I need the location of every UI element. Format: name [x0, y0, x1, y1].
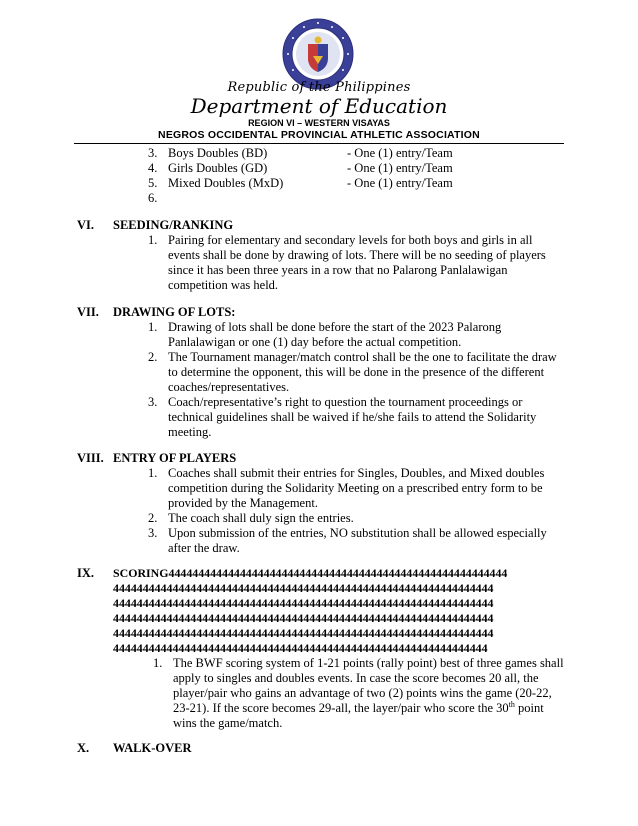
list-item-text: to determine the opponent, this will be done in the presence of the different: [168, 365, 545, 379]
section-title-line: 4444444444444444444444444444444444444444444444444444444444444444: [113, 611, 494, 625]
event-num: 6.: [148, 191, 158, 205]
list-item-number: 1.: [153, 656, 163, 670]
section-number: VI.: [77, 218, 95, 232]
header-divider: [74, 143, 564, 144]
list-item-text: technical guidelines shall be waived if he/she fails to attend the Solidarity: [168, 410, 537, 424]
list-item-text: events shall be done by drawing of lots. There will be no seeding of players: [168, 248, 546, 262]
list-item-text: since it has been three years in a row that no Palarong Panlalawigan: [168, 263, 508, 277]
list-item-text: The BWF scoring system of 1-21 points (rally point) best of three games shall: [173, 656, 564, 670]
list-item-text: provided by the Management.: [168, 496, 318, 510]
list-item-text: Pairing for elementary and secondary levels for both boys and girls in all: [168, 233, 533, 247]
list-item-text: Coaches shall submit their entries for Singles, Doubles, and Mixed doubles: [168, 466, 545, 480]
section-title-line: 4444444444444444444444444444444444444444444444444444444444444444: [113, 626, 494, 640]
event-entry: - One (1) entry/Team: [347, 176, 453, 190]
event-name: Girls Doubles (GD): [168, 161, 268, 175]
list-item-number: 3.: [148, 395, 158, 409]
section-title: WALK-OVER: [113, 741, 192, 755]
section-number: VIII.: [77, 451, 104, 465]
list-item-text: The Tournament manager/match control shall be the one to facilitate the draw: [168, 350, 557, 364]
section-title: SEEDING/RANKING: [113, 218, 234, 232]
event-name: Mixed Doubles (MxD): [168, 176, 284, 190]
event-entry: - One (1) entry/Team: [347, 161, 453, 175]
list-item-text: competition was held.: [168, 278, 279, 292]
event-num: 4.: [148, 161, 158, 175]
list-item-text: The coach shall duly sign the entries.: [168, 511, 354, 525]
list-item-number: 1.: [148, 466, 158, 480]
list-item-number: 2.: [148, 511, 158, 525]
list-item-text: after the draw.: [168, 541, 240, 555]
section-title: ENTRY OF PLAYERS: [113, 451, 237, 465]
event-name: Boys Doubles (BD): [168, 146, 268, 160]
event-entry: - One (1) entry/Team: [347, 146, 453, 160]
list-item-text: Drawing of lots shall be done before the start of the 2023 Palarong: [168, 320, 502, 334]
list-item-text: Upon submission of the entries, NO substitution shall be allowed especially: [168, 526, 547, 540]
list-item-text: apply to singles and doubles events. In case the score becomes 20 all, the: [173, 671, 539, 685]
section-number: X.: [77, 741, 90, 755]
list-item-text: point: [514, 701, 544, 715]
list-item-text: Panlalawigan or one (1) day before the actual competition.: [168, 335, 462, 349]
list-item-number: 1.: [148, 233, 158, 247]
region-heading: REGION VI – WESTERN VISAYAS: [248, 118, 390, 128]
section-title: DRAWING OF LOTS:: [113, 305, 236, 319]
list-item-text: meeting.: [168, 425, 212, 439]
section-title: SCORING444444444444444444444444444444444444444444444444444444444: [113, 566, 508, 580]
list-item-number: 1.: [148, 320, 158, 334]
list-item-text: coaches/representatives.: [168, 380, 290, 394]
event-num: 3.: [148, 146, 158, 160]
list-item-text-line: [173, 701, 544, 716]
list-item-text: wins the game/match.: [173, 716, 283, 730]
list-item-text: Coach/representative’s right to question the tournament proceedings or: [168, 395, 523, 409]
list-item-text: competition during the Solidarity Meeting on a prescribed entry form to be: [168, 481, 543, 495]
list-item-text: 23-21). If the score becomes 29-all, the layer/pair who score the 30: [173, 701, 509, 715]
list-item-text: player/pair who gains an advantage of two (2) points wins the game (20-22,: [173, 686, 552, 700]
department-heading: Department of Education: [190, 94, 448, 118]
section-title-line: 4444444444444444444444444444444444444444444444444444444444444444: [113, 581, 494, 595]
event-num: 5.: [148, 176, 158, 190]
association-heading: NEGROS OCCIDENTAL PROVINCIAL ATHLETIC ASSOCIATION: [158, 129, 480, 141]
section-number: IX.: [77, 566, 95, 580]
republic-heading: Republic of the Philippines: [227, 80, 411, 95]
list-item-number: 2.: [148, 350, 158, 364]
section-title-line: 444444444444444444444444444444444444444444444444444444444444444: [113, 641, 488, 655]
section-title-line: 4444444444444444444444444444444444444444444444444444444444444444: [113, 596, 494, 610]
section-number: VII.: [77, 305, 99, 319]
list-item-number: 3.: [148, 526, 158, 540]
superscript-text: th: [508, 699, 515, 709]
